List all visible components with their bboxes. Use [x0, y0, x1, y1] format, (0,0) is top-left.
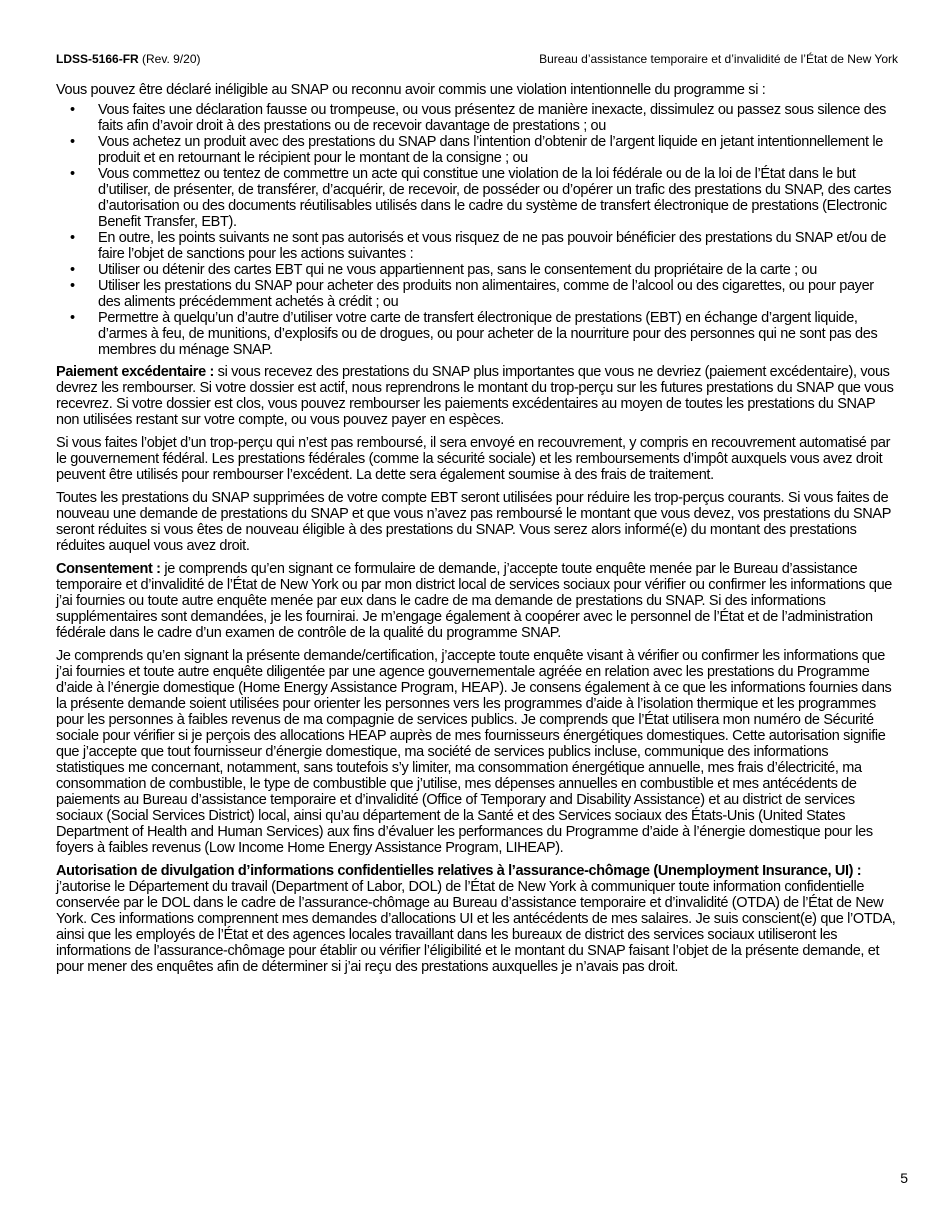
list-item: • Vous achetez un produit avec des prestations du SNAP dans l’intention d’obtenir de l’argent liquide en jetant intentionnellement le produit et en retournant le récipient pour le montant de la consigne ; ou — [98, 134, 898, 166]
intro-paragraph: Vous pouvez être déclaré inéligible au SNAP ou reconnu avoir commis une violation intentionnelle du programme si : — [56, 82, 766, 98]
form-revision: (Rev. 9/20) — [138, 52, 201, 66]
overpayment-paragraph — [56, 364, 898, 428]
consent-text: je comprends qu’en signant ce formulaire de demande, j’accepte toute enquête menée par le Bureau d’assistance temporaire et d’invalidité de l’État de New York ou par mon district local de services sociaux pour vérifier ou confirmer les informations que j’ai fournies ou toute autre enquête menée par eux dans le cadre de ma demande de prestations du SNAP. Si des informations supplémentaires sont demandées, je les fournirai. Je m’engage également à coopérer avec le personnel de l’État et de l’administration fédérale dans le cadre d’un examen de contrôle de la qualité du programme SNAP. — [56, 561, 893, 641]
list-item: • Utiliser ou détenir des cartes EBT qui ne vous appartiennent pas, sans le consentement du propriétaire de la carte ; ou — [98, 262, 898, 278]
list-item: • En outre, les points suivants ne sont pas autorisés et vous risquez de ne pas pouvoir bénéficier des prestations du SNAP et/ou de faire l’objet de sanctions pour les actions suivantes : — [98, 230, 898, 262]
list-item: • Vous faites une déclaration fausse ou trompeuse, ou vous présentez de manière inexacte, dissimulez ou passez sous silence des faits afin d’avoir droit à des prestations ou de recevoir davantage de prestations ; ou — [98, 102, 898, 134]
ui-authorization-text: j’autorise le Département du travail (Department of Labor, DOL) de l’État de New York à communiquer toute information confidentielle conservée par le DOL dans le cadre de l’assurance-chômage au Bureau d’assistance temporaire et d’invalidité (OTDA) de l’État de New York. Ces informations comprennent mes demandes d’allocations UI et les antécédents de mes salaires. Je suis conscient(e) que l’OTDA, ainsi que les employés de l’État et des agences locales travaillant dans les bureaux de district des services sociaux utiliseront les informations de l’assurance-chômage pour établir ou vérifier l’éligibilité et le montant du SNAP faisant l’objet de la présente demande, et pour mener des enquêtes afin de déterminer si j’ai reçu des prestations auxquelles je n’avais pas droit. — [56, 879, 896, 975]
overpayment-text: si vous recevez des prestations du SNAP plus importantes que vous ne devriez (paiement excédentaire), vous devrez les rembourser. Si votre dossier est actif, nous reprendrons le montant du trop-perçu sur les futures prestations du SNAP que vous recevrez. Si votre dossier est clos, vous pouvez rembourser les paiements excédentaires au moyen de toutes les prestations du SNAP non utilisées restant sur votre compte, ou vous pouvez payer en espèces. — [56, 364, 894, 428]
overpayment-heading: Paiement excédentaire : — [56, 364, 214, 380]
expunged-benefits-paragraph: Toutes les prestations du SNAP supprimées de votre compte EBT seront utilisées pour réduire les trop-perçus courants. Si vous faites de nouveau une demande de prestations du SNAP et que vous n’avez pas remboursé le montant que vous devez, vos prestations du SNAP seront réduites si vous êtes de nouveau éligible à des prestations du SNAP. Vous serez alors informé(e) du montant des prestations réduites auquel vous avez droit. — [56, 490, 891, 554]
list-item: • Utiliser les prestations du SNAP pour acheter des produits non alimentaires, comme de l’alcool ou des cigarettes, ou pour payer des aliments précédemment achetés à crédit ; ou — [98, 278, 898, 310]
document-body — [56, 82, 898, 975]
page-number: 5 — [900, 1170, 908, 1186]
consent-paragraph — [56, 561, 898, 641]
agency-name: Bureau d’assistance temporaire et d’invalidité de l’État de New York — [539, 52, 898, 66]
ui-authorization-heading: Autorisation de divulgation d’informations confidentielles relatives à l’assurance-chômage (Unemployment Insurance, UI) : — [56, 863, 862, 879]
list-item: • Permettre à quelqu’un d’autre d’utiliser votre carte de transfert électronique de prestations (EBT) en échange d’argent liquide, d’armes à feu, de munitions, d’explosifs ou de drogues, ou pour acheter de la nourriture pour des personnes qui ne sont pas des membres du ménage SNAP. — [98, 310, 898, 358]
recovery-paragraph: Si vous faites l’objet d’un trop-perçu qui n’est pas remboursé, il sera envoyé en recouvrement, y compris en recouvrement automatisé par le gouvernement fédéral. Les prestations fédérales (comme la sécurité sociale) et les remboursements d’impôt auxquels vous avez droit peuvent être utilisés pour rembourser l’excédent. La dette sera également soumise à des frais de traitement. — [56, 435, 891, 483]
page-header — [56, 52, 898, 66]
consent-heading: Consentement : — [56, 561, 161, 577]
violation-list — [56, 102, 898, 358]
ui-authorization-paragraph — [56, 863, 898, 975]
document-page — [56, 52, 898, 982]
form-id: LDSS-5166-FR — [56, 52, 139, 66]
heap-paragraph: Je comprends qu’en signant la présente demande/certification, j’accepte toute enquête visant à vérifier ou confirmer les informations que j’ai fournies et toute autre enquête diligentée par une agence gouvernementale agréée en relation avec les prestations du Programme d’aide à l’énergie domestique (Home Energy Assistance Program, HEAP). Je consens également à ce que les informations fournies dans la présente demande soient utilisées pour orienter les personnes vers les programmes d’aide à l’isolation thermique et les programmes pour les personnes à faibles revenus de ma compagnie de services publics. Je comprends que l’État utilisera mon numéro de Sécurité sociale pour vérifier si je perçois des allocations HEAP auprès de mes fournisseurs énergétiques domestiques. Cette autorisation signifie que j’accepte que tout fournisseur d’énergie domestique, ma société de services publics incluse, communique des informations statistiques me concernant, notamment, sans toutefois s’y limiter, ma consommation énergétique annuelle, mes frais d’électricité, ma consommation de combustible, le type de combustible que j’utilise, mes dépenses annuelles en combustible et mes antécédents de paiements au Bureau d’assistance temporaire et d’invalidité (Office of Temporary and Disability Assistance) et au district de services sociaux (Social Services District) local, ainsi qu’au département de la Santé et des Services sociaux des États-Unis (United States Department of Health and Human Services) aux fins d’évaluer les performances du Programme d’aide à l’énergie domestique pour les foyers à faibles revenus (Low Income Home Energy Assistance Program, LIHEAP). — [56, 648, 892, 856]
form-identifier — [56, 52, 201, 66]
list-item: • Vous commettez ou tentez de commettre un acte qui constitue une violation de la loi fédérale ou de la loi de l’État dans le but d’utiliser, de présenter, de transférer, d’acquérir, de recevoir, de posséder ou d’opérer un trafic des prestations du SNAP, des cartes d’autorisation ou des documents réutilisables utilisés dans le cadre du système de transfert électronique de prestations (Electronic Benefit Transfer, EBT). — [98, 166, 898, 230]
